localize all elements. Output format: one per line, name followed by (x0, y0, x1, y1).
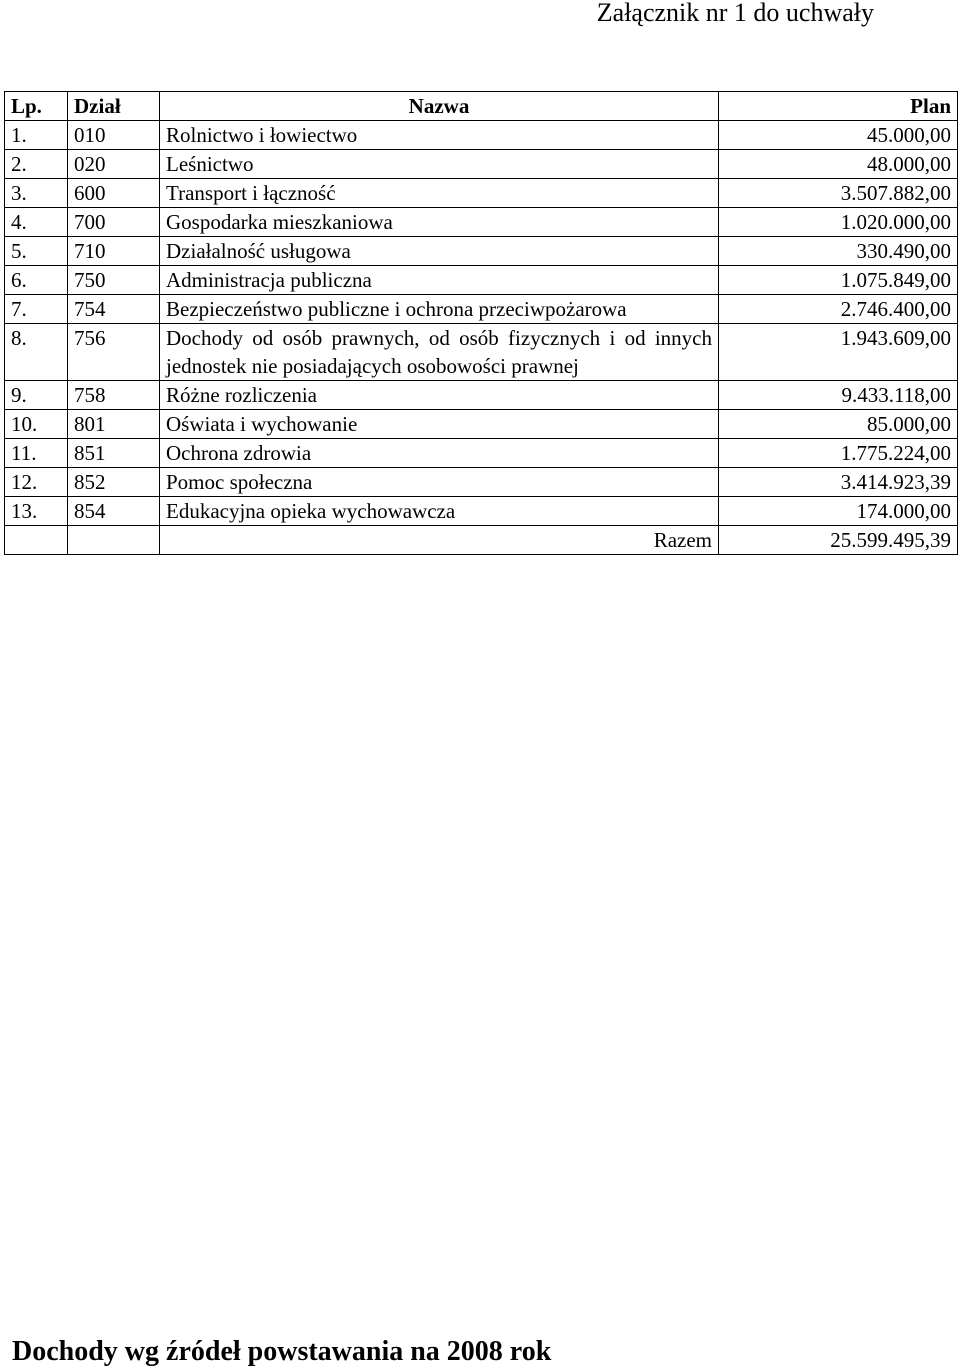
cell-nazwa: Gospodarka mieszkaniowa (160, 208, 719, 237)
header-lp: Lp. (5, 92, 68, 121)
total-label: Razem (160, 526, 719, 555)
cell-nazwa: Różne rozliczenia (160, 381, 719, 410)
cell-dzial: 758 (68, 381, 160, 410)
cell-plan: 1.020.000,00 (719, 208, 958, 237)
attachment-title: Załącznik nr 1 do uchwały (596, 0, 874, 27)
table-row (5, 324, 958, 381)
cell-nazwa: Transport i łączność (160, 179, 719, 208)
total-value: 25.599.495,39 (719, 526, 958, 555)
table-row (5, 468, 958, 497)
cell-plan: 1.943.609,00 (719, 324, 958, 381)
table-row (5, 266, 958, 295)
cell-lp: 8. (5, 324, 68, 381)
total-empty-dzial (68, 526, 160, 555)
cell-nazwa: Rolnictwo i łowiectwo (160, 121, 719, 150)
budget-table (4, 91, 958, 555)
cell-nazwa: Bezpieczeństwo publiczne i ochrona przeciwpożarowa (160, 295, 719, 324)
cell-lp: 13. (5, 497, 68, 526)
cell-dzial: 600 (68, 179, 160, 208)
cell-nazwa: Edukacyjna opieka wychowawcza (160, 497, 719, 526)
cell-plan: 3.507.882,00 (719, 179, 958, 208)
cell-lp: 11. (5, 439, 68, 468)
cell-plan: 174.000,00 (719, 497, 958, 526)
table-header-row (5, 92, 958, 121)
table-row (5, 208, 958, 237)
table-row (5, 295, 958, 324)
table-row (5, 150, 958, 179)
table-row (5, 179, 958, 208)
cell-plan: 85.000,00 (719, 410, 958, 439)
cell-nazwa: Pomoc społeczna (160, 468, 719, 497)
table-row (5, 381, 958, 410)
cell-plan: 330.490,00 (719, 237, 958, 266)
cell-dzial: 756 (68, 324, 160, 381)
cell-plan: 45.000,00 (719, 121, 958, 150)
table-row (5, 237, 958, 266)
cell-nazwa: Administracja publiczna (160, 266, 719, 295)
cell-nazwa: Ochrona zdrowia (160, 439, 719, 468)
cell-plan: 9.433.118,00 (719, 381, 958, 410)
cell-dzial: 750 (68, 266, 160, 295)
table-body (5, 121, 958, 526)
cell-nazwa: Leśnictwo (160, 150, 719, 179)
cell-plan: 3.414.923,39 (719, 468, 958, 497)
cell-dzial: 754 (68, 295, 160, 324)
cell-lp: 5. (5, 237, 68, 266)
table-row (5, 497, 958, 526)
cell-lp: 4. (5, 208, 68, 237)
header-plan: Plan (719, 92, 958, 121)
total-row (5, 526, 958, 555)
cell-dzial: 801 (68, 410, 160, 439)
cell-nazwa: Dochody od osób prawnych, od osób fizycznych i od innych jednostek nie posiadających osobowości prawnej (160, 324, 719, 381)
header-dzial: Dział (68, 92, 160, 121)
cell-plan: 1.775.224,00 (719, 439, 958, 468)
section-heading: Dochody wg źródeł powstawania na 2008 rok (12, 1336, 552, 1367)
cell-lp: 1. (5, 121, 68, 150)
table-row (5, 121, 958, 150)
cell-lp: 7. (5, 295, 68, 324)
cell-lp: 9. (5, 381, 68, 410)
header-nazwa: Nazwa (160, 92, 719, 121)
cell-lp: 12. (5, 468, 68, 497)
cell-lp: 3. (5, 179, 68, 208)
cell-plan: 1.075.849,00 (719, 266, 958, 295)
cell-lp: 10. (5, 410, 68, 439)
cell-lp: 2. (5, 150, 68, 179)
table-row (5, 410, 958, 439)
cell-dzial: 710 (68, 237, 160, 266)
cell-dzial: 700 (68, 208, 160, 237)
cell-dzial: 854 (68, 497, 160, 526)
cell-dzial: 852 (68, 468, 160, 497)
cell-nazwa: Oświata i wychowanie (160, 410, 719, 439)
cell-plan: 2.746.400,00 (719, 295, 958, 324)
cell-dzial: 851 (68, 439, 160, 468)
table-row (5, 439, 958, 468)
cell-plan: 48.000,00 (719, 150, 958, 179)
total-empty-lp (5, 526, 68, 555)
cell-dzial: 010 (68, 121, 160, 150)
cell-nazwa: Działalność usługowa (160, 237, 719, 266)
cell-lp: 6. (5, 266, 68, 295)
cell-dzial: 020 (68, 150, 160, 179)
